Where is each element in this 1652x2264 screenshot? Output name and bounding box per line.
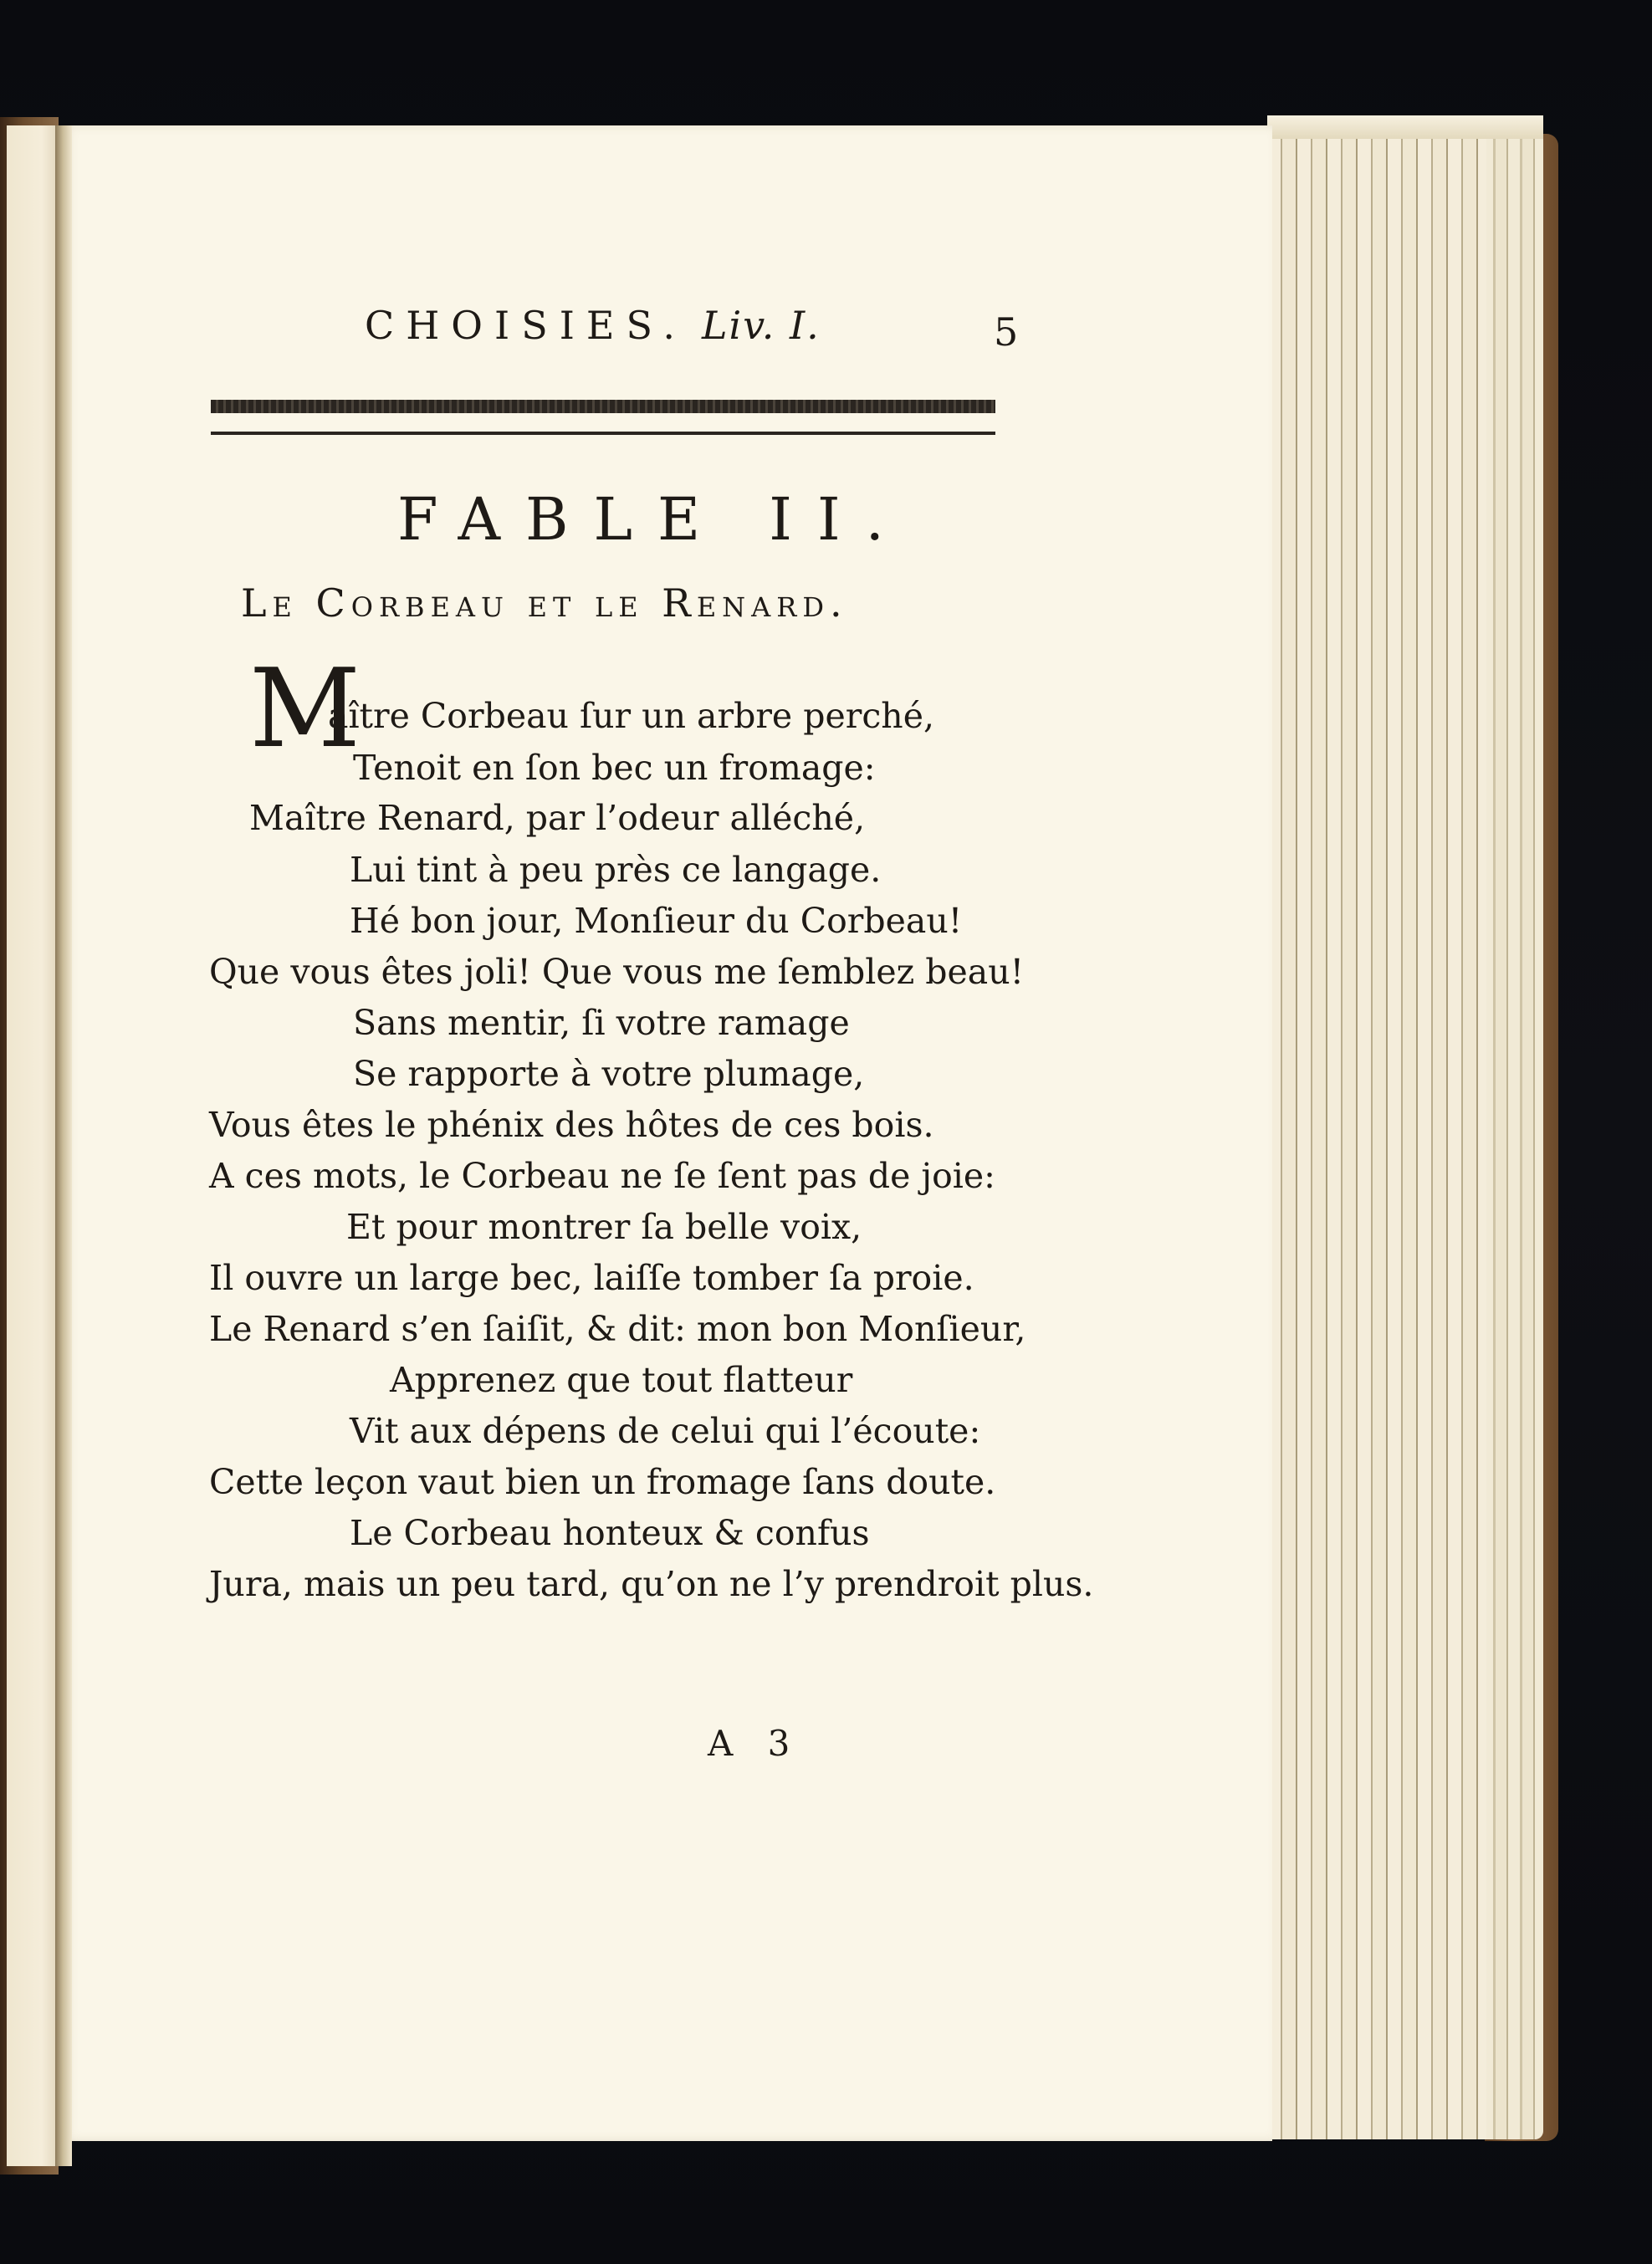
verse-line-7: Sans mentir, ſi votre ramage — [353, 1003, 850, 1043]
verse-line-18: Jura, mais un peu tard, qu’on ne l’y prendroit plus. — [209, 1564, 1094, 1604]
verse-line-17: Le Corbeau honteux & confus — [350, 1513, 870, 1553]
verse-line-1: aître Corbeau ſur un arbre perché, — [328, 696, 934, 736]
verse-line-15: Vit aux dépens de celui qui l’écoute: — [350, 1411, 981, 1451]
running-head — [365, 303, 821, 348]
verse-line-4: Lui tint à peu près ce langage. — [350, 850, 882, 890]
fable-title: FABLE II. — [397, 485, 909, 554]
page-stack-front — [1267, 115, 1486, 2139]
running-head-title: CHOISIES. — [365, 303, 687, 348]
verse-line-13: Le Renard s’en ſaiſit, & dit: mon bon Monſieur, — [209, 1309, 1026, 1349]
thin-rule — [211, 432, 995, 435]
verse-line-2: Tenoit en ſon bec un fromage: — [353, 748, 876, 788]
verse-line-9: Vous êtes le phénix des hôtes de ces bois. — [209, 1105, 934, 1145]
ornamental-rule — [211, 400, 995, 413]
verse-line-16: Cette leçon vaut bien un fromage ſans doute. — [209, 1462, 996, 1502]
verse-line-12: Il ouvre un large bec, laiſſe tomber ſa proie. — [209, 1258, 974, 1298]
verse-line-10: A ces mots, le Corbeau ne ſe ſent pas de joie: — [209, 1156, 995, 1196]
verse-line-6: Que vous êtes joli! Que vous me ſemblez beau! — [209, 952, 1025, 992]
verse-line-11: Et pour montrer ſa belle voix, — [346, 1207, 862, 1247]
fable-subtitle: Le Corbeau et le Renard. — [241, 580, 848, 626]
page-stack-top — [1267, 115, 1543, 139]
signature-mark: A 3 — [708, 1723, 802, 1764]
drop-cap: M — [249, 645, 361, 772]
verse-line-8: Se rapporte à votre plumage, — [353, 1054, 865, 1094]
verse-line-3: Maître Renard, par l’odeur alléché, — [249, 798, 866, 838]
verse-line-14: Apprenez que tout flatteur — [390, 1360, 853, 1400]
verse-line-5: Hé bon jour, Monſieur du Corbeau! — [350, 901, 963, 941]
book-gutter — [55, 125, 72, 2166]
page-number: 5 — [994, 309, 1019, 355]
running-head-book: Liv. I. — [701, 303, 821, 348]
